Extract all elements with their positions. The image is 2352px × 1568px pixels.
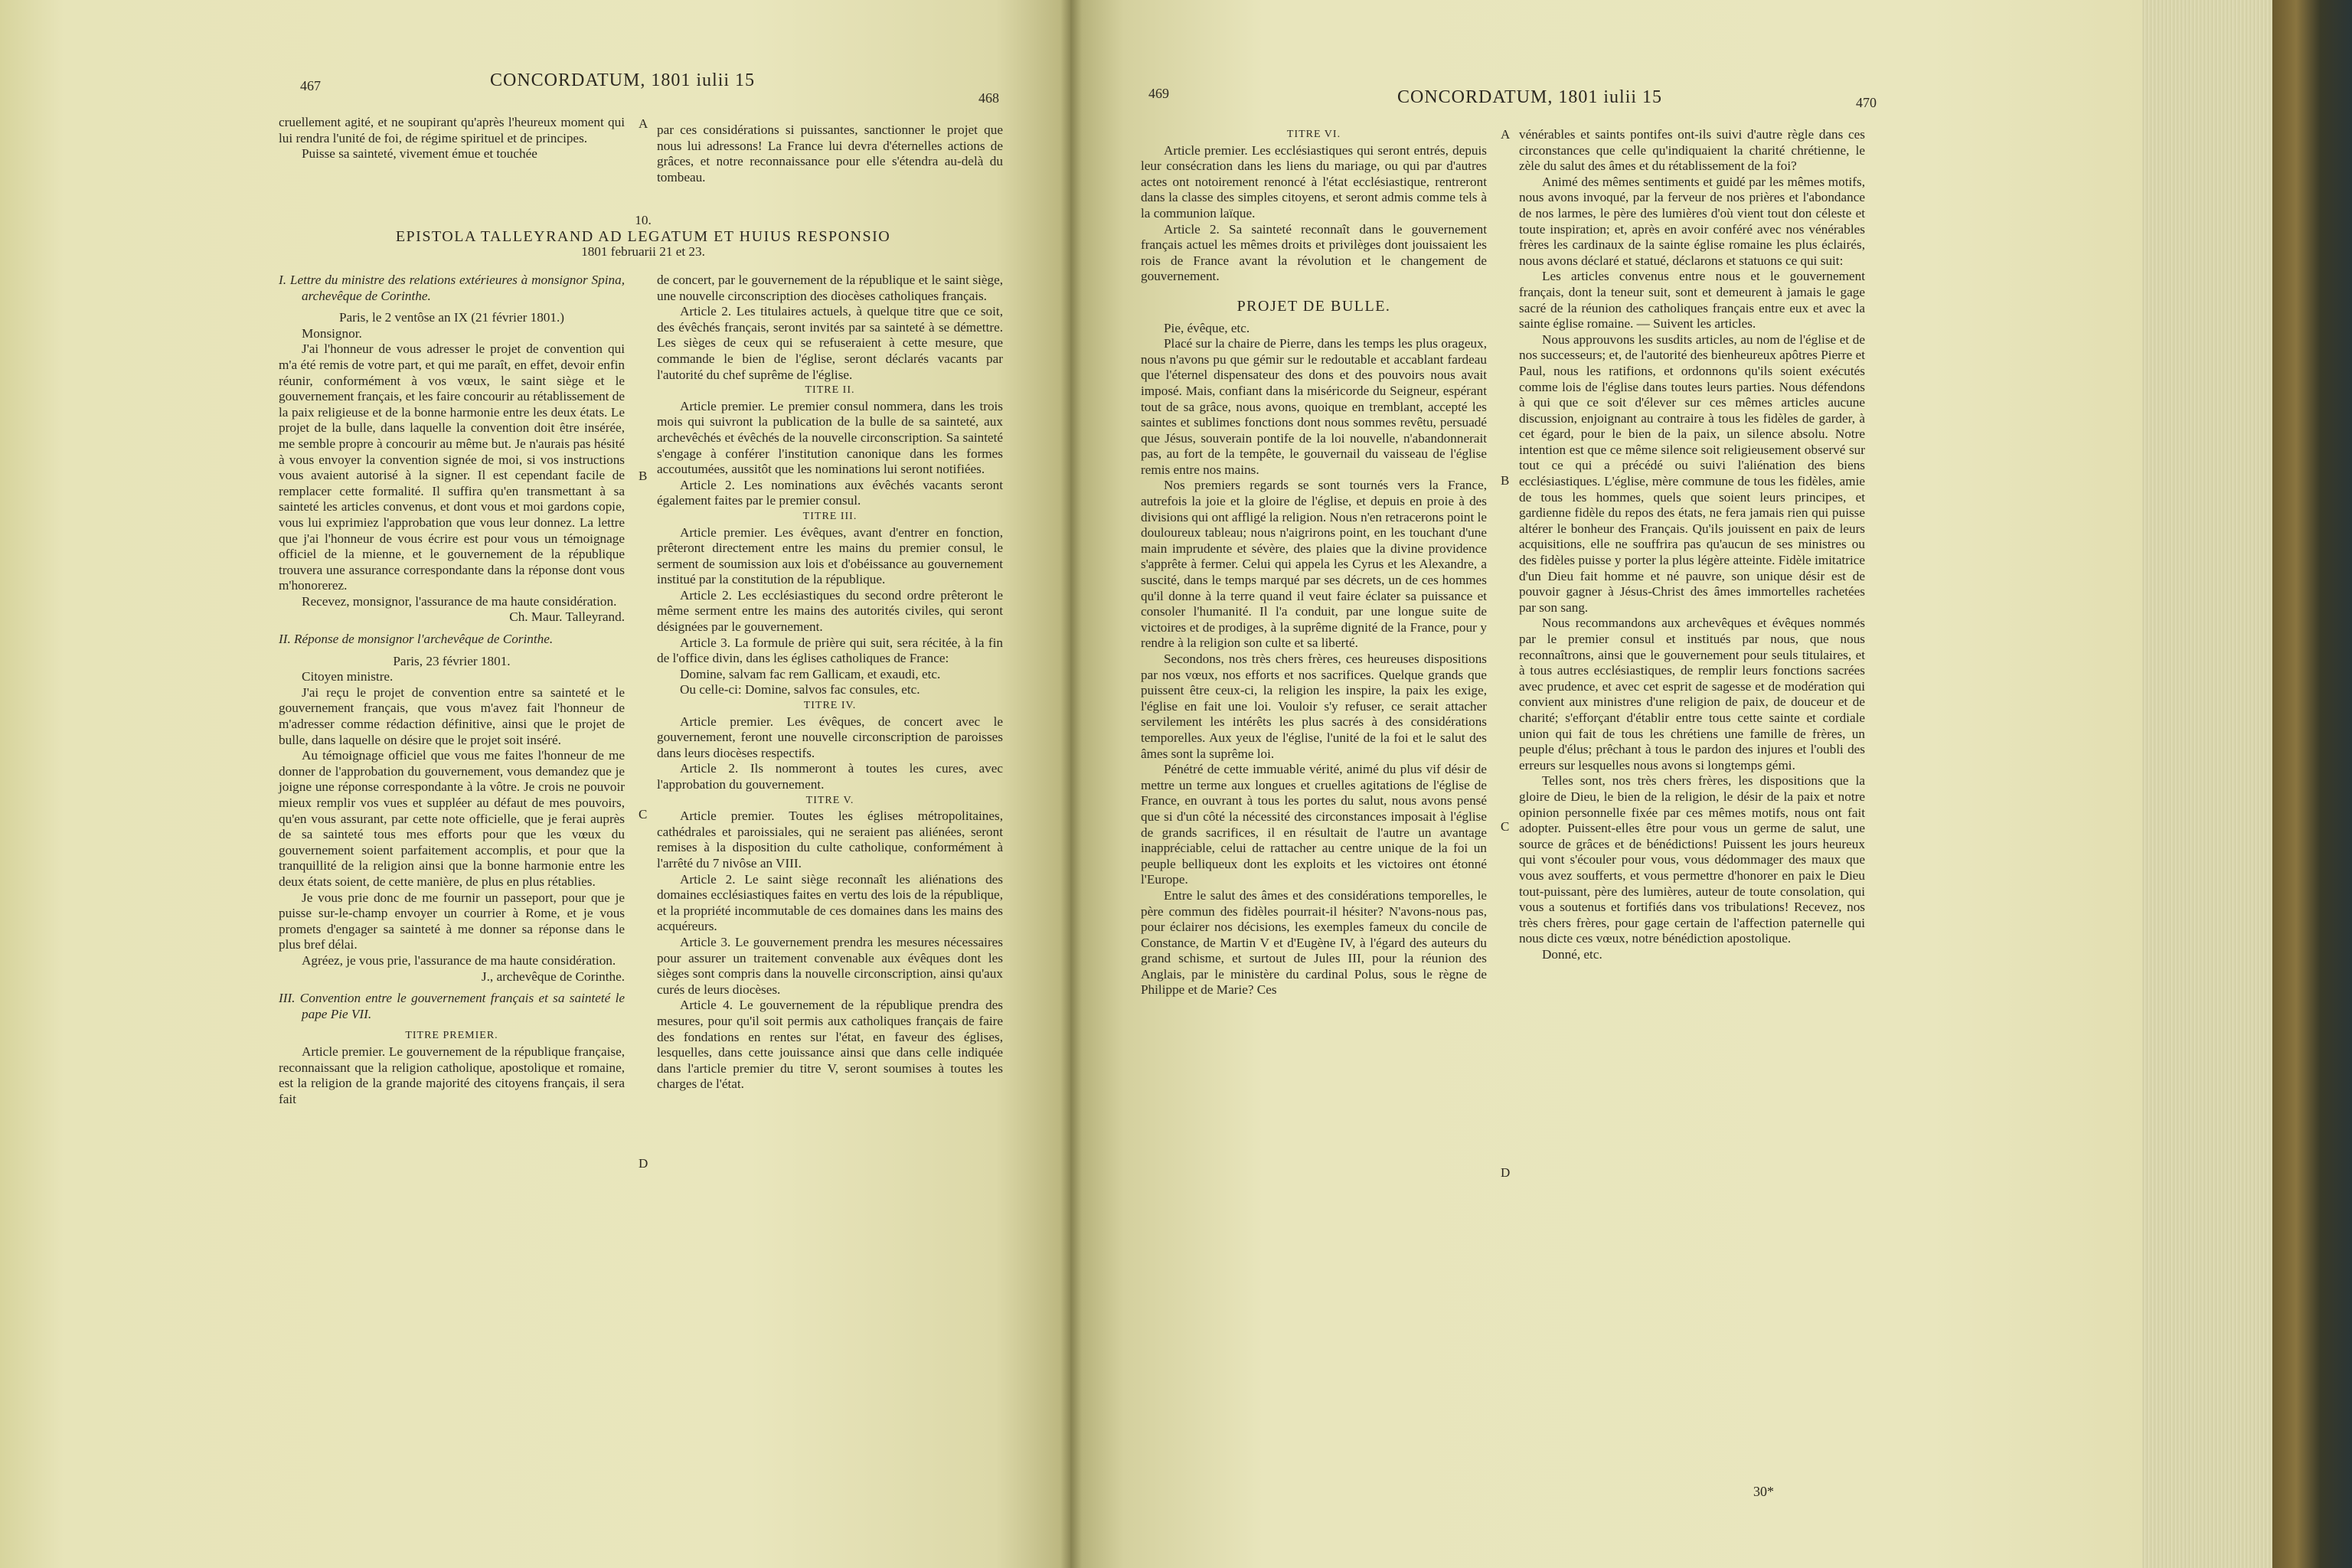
paragraph: par ces considérations si puissantes, sanctionner le projet que nous lui adressons! La France lui devra d'éternelles actions de grâces, et notre reconnaissance pour elle s'étendra au-delà du tombeau. (657, 122, 1003, 185)
prayer-line: Domine, salvam fac rem Gallicam, et exaudi, etc. (680, 666, 941, 681)
page-number-469: 469 (1148, 86, 1169, 101)
margin-mark: C (639, 807, 648, 822)
titre-heading: TITRE V. (805, 794, 854, 806)
paragraph: Article 3. Le gouvernement prendra les mesures nécessaires pour assurer un traitement convenable aux évêques dont les sièges sont compris dans la nouvelle circonscription, ainsi qu'aux curés de leurs diocèses. (657, 934, 1003, 997)
paragraph: Nous approuvons les susdits articles, au nom de l'église et de nos successeurs; et, de l'autorité des bienheureux apôtres Pierre et Paul, nous les ratifions, et ordonnons qu'ils soient exécutés comme lois de l'église dans toutes leurs parties. Nous défendons à qui que ce soit d'élever sur ces mêmes articles aucune discussion, enjoignant au contraire à tous les fidèles de garder, à cet égard, pour le bien de la paix, un silence absolu. Notre intention est que ce même silence soit religieusement observé sur tout ce qui a précédé ou suivi l'aliénation des biens ecclésiastiques. L'église, mère commune de tous les fidèles, amie de tous les hommes, quels que soient leurs principes, et gardienne fidèle du repos des états, ne fera jamais rien qui puisse altérer le bonheur des Français. Qu'ils jouissent en paix de leurs acquisitions, elle ne souffrira pas qu'aucun de ses ministres ou des fidèles puisse y porter la plus légère atteinte. Fidèle imitatrice d'un Dieu fait homme et né pauvre, son unique désir est de pouvoir gagner à Jésus-Christ des âmes immortelles rachetées par son sang. (1519, 332, 1865, 615)
paragraph: Article premier. Le premier consul nommera, dans les trois mois qui suivront la publication de la bulle de sa sainteté, aux archevêchés et évêchés de la nouvelle circonscription. Sa sainteté s'engage à conférer l'institution canonique dans les formes accoutumées, aussitôt que les nominations lui seront notifiées. (657, 398, 1003, 477)
margin-mark: D (639, 1156, 648, 1171)
margin-mark: C (1501, 819, 1510, 834)
paragraph: vénérables et saints pontifes ont-ils suivi d'autre règle dans ces circonstances que celle qu'indiquaient la charité chrétienne, le zèle du salut des âmes et du rétablissement de la foi? (1519, 127, 1865, 174)
letter-heading: I. Lettre du ministre des relations extérieures à monsignor Spina, archevêque de Corinthe. (279, 273, 625, 303)
margin-mark: B (639, 469, 648, 483)
prayer-line: Ou celle-ci: Domine, salvos fac consules, etc. (680, 682, 920, 697)
paragraph: Entre le salut des âmes et des considérations temporelles, le père commun des fidèles pourrait-il hésiter? N'avons-nous pas, pour éclairer nos décisions, les exemples fameux du concile de Constance, de Martin V et d'Eugène IV, à l'égard des auteurs du grand schisme, et surtout de Jules III, pour la réunion des Anglais, par le ministère du cardinal Polus, sous le règne de Philippe et de Marie? Ces (1141, 887, 1487, 998)
paragraph: Agréez, je vous prie, l'assurance de ma haute considération. (302, 952, 616, 968)
titre-heading: TITRE IV. (803, 700, 857, 712)
paragraph: Article premier. Toutes les églises métropolitaines, cathédrales et paroissiales, qui ne seraient pas aliénées, seront remises à la disposition du culte catholique, conformément à l'arrêté du 7 nivôse an VIII. (657, 808, 1003, 871)
paragraph: Pénétré de cette immuable vérité, animé du plus vif désir de mettre un terme aux longues et cruelles agitations de l'église de France, en ouvrant à tous les portes du salut, nous avons pensé que si d'un côté la nécessité des circonstances imposait à l'église de grands sacrifices, il en résultait de l'autre un avantage inappréciable, celui de rattacher au centre unique de la foi un peuple belliqueux dont les exploits et les victoires ont étonné l'Europe. (1141, 762, 1487, 887)
column-467-main (279, 273, 625, 1528)
titre-heading: TITRE II. (805, 384, 855, 397)
paragraph: Les articles convenus entre nous et le gouvernement français, dont la teneur suit, sont et demeurent à jamais le gage sacré de la réunion des catholiques français entre eux et avec la sainte église romaine. — Suivent les articles. (1519, 269, 1865, 332)
page-number-468: 468 (978, 90, 999, 106)
paragraph: Article 2. Sa sainteté reconnaît dans le gouvernement français actuel les mêmes droits et privilèges dont jouissaient les rois de France avant la révolution et le changement de gouvernement. (1141, 221, 1487, 284)
paragraph: Au témoignage officiel que vous me faites l'honneur de me donner de l'approbation du gouvernement, vous demandez que je joigne une réponse correspondante à la vôtre. Je crois ne pouvoir mieux remplir vos vues et suppléer au défaut de mes pouvoirs, qu'en vous assurant, par cette note officielle, que je ferai auprès de sa sainteté tous mes efforts pour que les vœux du gouvernement soient parfaitement accomplis, et pour que la tranquillité de la religion ainsi que la bonne harmonie entre les deux états soient, de cette manière, de plus en plus rétablies. (279, 748, 625, 889)
paragraph: Je vous prie donc de me fournir un passeport, pour que je puisse sur-le-champ envoyer un courrier à Rome, et je vous promets d'engager sa sainteté à me donner sa réponse dans le plus bref délai. (279, 890, 625, 952)
column-470 (1519, 127, 1865, 1429)
titre-heading: TITRE VI. (1286, 129, 1341, 140)
paragraph: Donné, etc. (1542, 946, 1602, 962)
right-page (1070, 0, 2142, 1568)
paragraph: Article premier. Le gouvernement de la république française, reconnaissant que la religion catholique, apostolique et romaine, est la religion de la grande majorité des citoyens français, il sera fait (279, 1044, 625, 1106)
paragraph: Placé sur la chaire de Pierre, dans les temps les plus orageux, nous n'avons pu que gémir sur le redoutable et accablant fardeau que l'éternel dispensateur des dons et des pouvoirs nous avait imposé. Mais, confiant dans la miséricorde du Seigneur, espérant tout de sa grâce, nous avons, quoique en tremblant, accepté les saintes et sublimes fonctions dont nous sommes revêtu, persuadé que Jésus, souverain pontife de la loi nouvelle, n'abandonnerait pas, au fort de la tempête, le gouvernail du vaisseau de l'église remis entre nos mains. (1141, 336, 1487, 477)
paragraph: Article 2. Les titulaires actuels, à quelque titre que ce soit, des évêchés français, seront invités par sa sainteté à se démettre. Les sièges de ceux qui se refuseraient à cette mesure, que commande le bien de l'église, seront déclarés vacants par l'autorité du chef suprême de l'église. (657, 304, 1003, 382)
margin-mark: D (1501, 1165, 1511, 1180)
paragraph: Article 2. Les ecclésiastiques du second ordre prêteront le même serment entre les mains des autorités civiles, qui seront désignées par le gouvernement. (657, 587, 1003, 635)
page-edges (2142, 0, 2272, 1568)
paragraph: Article premier. Les évêques, avant d'entrer en fonction, prêteront directement entre les mains du premier consul, le serment de soumission aux lois et d'obéissance au gouvernement institué par la constitution de la république. (657, 524, 1003, 587)
running-title-right: CONCORDATUM, 1801 iulii 15 (1397, 87, 1663, 107)
paragraph: J'ai l'honneur de vous adresser le projet de convention qui m'a été remis de votre part, et qui me paraît, en effet, devoir enfin réunir, conformément à vos vœux, le saint siège et le gouvernement français, et les faire concourir au rétablissement de la paix religieuse et de la bonne harmonie entre les deux états. Le projet de la bulle, dans laquelle la convention doit être insérée, me semble propre à concourir au même but. Je n'aurais pas hésité à vous envoyer la convention signée de moi, si vos instructions vous avaient autorisé à la signer. Il est cependant facile de remplacer cette formalité. Il suffira qu'en transmettant à sa sainteté les articles convenus, et dont vous et moi gardons copie, vous lui exprimiez l'approbation que vous leur donnez. La lettre que j'ai l'honneur de vous écrire est pour vous un témoignage officiel de la mienne, et le gouvernement de la république trouvera une assurance correspondante dans la réponse dont vous m'honorerez. (279, 341, 625, 593)
paragraph: Puisse sa sainteté, vivement émue et touchée (302, 146, 537, 162)
salutation: Citoyen ministre. (302, 669, 394, 684)
section-date: 1801 februarii 21 et 23. (581, 244, 705, 260)
paragraph: Article 2. Les nominations aux évêchés vacants seront également faites par le premier consul. (657, 477, 1003, 508)
section-heading (276, 213, 1011, 260)
column-467 (279, 115, 625, 162)
page-number-470: 470 (1856, 95, 1877, 110)
paragraph: Article premier. Les évêques, de concert avec le gouvernement, feront une nouvelle circonscription de paroisses dans leurs diocèses respectifs. (657, 714, 1003, 760)
paragraph: Pie, évêque, etc. (1164, 320, 1250, 335)
margin-mark: B (1501, 473, 1510, 488)
margin-mark: A (1501, 127, 1511, 142)
letter-place-date: Paris, 23 février 1801. (393, 653, 511, 668)
paragraph: Animé des mêmes sentiments et guidé par les mêmes motifs, nous avons invoqué, par la ferveur de nos prières et l'abondance de nos larmes, le père des lumières d'où vient tout don céleste et toute inspiration; et, après en avoir conféré avec nos vénérables frères les cardinaux de la sainte église romaine les plus éclairés, nous avons déclaré et statué, déclarons et statuons ce qui suit: (1519, 174, 1865, 268)
paragraph: Article 4. Le gouvernement de la république prendra des mesures, pour qu'il soit permis aux catholiques français de faire des fondations en rentes sur l'état, en faveur des églises, lesquelles, dans cette jouissance ainsi que dans celle indiquée dans l'article premier du titre V, seront soumises à toutes les charges de l'état. (657, 998, 1003, 1092)
paragraph: Nos premiers regards se sont tournés vers la France, autrefois la joie et la gloire de l'église, et depuis en proie à des divisions qui ont affligé la religion. Nous n'en retracerons point le douloureux tableau; nous n'aigrirons point, en les touchant d'une main imprudente et sévère, des plaies que la divine providence s'apprête à fermer. Celui qui appela les Cyrus et les Alexandre, a suscité, dans le temps marqué par ses décrets, un de ces hommes qu'il donne à la terre quand il veut faire éclater sa puissance et consoler l'humanité. Il l'a conduit, par une longue suite de victoires et de prodiges, à la suprême dignité de la France, pour y rendre à la religion son culte et sa liberté. (1141, 478, 1487, 651)
letter-place-date: Paris, le 2 ventôse an IX (21 février 1801.) (338, 310, 564, 325)
section-number: 10. (635, 213, 652, 227)
signature: Ch. Maur. Talleyrand. (509, 609, 625, 625)
paragraph: Article 2. Ils nommeront à toutes les cures, avec l'approbation du gouvernement. (657, 761, 1003, 792)
running-title-left: CONCORDATUM, 1801 iulii 15 (490, 70, 756, 90)
paragraph: Article 2. Le saint siège reconnaît les aliénations des domaines ecclésiastiques faites en vertu des lois de la république, et la propriété incommutable de ces domaines dans les mains des acquéreurs. (657, 871, 1003, 934)
signature: J., archevêque de Corinthe. (481, 969, 625, 984)
paragraph: Secondons, nos très chers frères, ces heureuses dispositions par nos vœux, nos efforts et nos sacrifices. Quelque grands que puissent être ceux-ci, la religion les inspire, la paix les exige, l'église en fait une loi. Vouloir s'y refuser, ce serait attacher servilement les intérêts les plus sacrés à des considérations temporelles. Aux yeux de l'église, l'unité de la foi et le salut des âmes sont la suprême loi. (1141, 652, 1487, 761)
paragraph: Telles sont, nos très chers frères, les dispositions que la gloire de Dieu, le bien de la religion, le désir de la paix et notre opinion personnelle fixée par ces mêmes motifs, nous ont fait adopter. Puissent-elles être pour vous un germe de salut, une source de grâces et de bénédictions! Puissent les jours heureux qui vont s'écouler pour vous, vous dédommager des maux que vous avez soufferts, et vous permettre d'honorer en paix le Dieu tout-puissant, père des lumières, auteur de toute consolation, qui vous a soutenus et fortifiés dans vos tribulations! Recevez, nos très chers frères, pour gage certain de l'affection paternelle qui nous dicte ces vœux, notre bénédiction apostolique. (1519, 773, 1865, 946)
column-468-top (657, 122, 1003, 185)
titre-heading: TITRE PREMIER. (405, 1030, 498, 1042)
book-cover (2272, 0, 2352, 1568)
section-title: EPISTOLA TALLEYRAND AD LEGATUM ET HUIUS RESPONSIO (395, 227, 891, 245)
column-469 (1141, 127, 1487, 1429)
paragraph: Article premier. Les ecclésiastiques qui seront entrés, depuis leur consécration dans les liens du mariage, ou qui par d'autres actes ont notoirement renoncé à l'état ecclésiastique, rentreront dans la classe des simples citoyens, et seront admis comme tels à la communion laïque. (1141, 142, 1487, 220)
left-page (0, 0, 1070, 1568)
letter-heading: III. Convention entre le gouvernement français et sa sainteté le pape Pie VII. (279, 991, 625, 1021)
paragraph: Recevez, monsignor, l'assurance de ma haute considération. (302, 593, 617, 609)
letter-heading: II. Réponse de monsignor l'archevêque de Corinthe. (279, 632, 554, 647)
page-number-467: 467 (300, 78, 321, 93)
titre-heading: TITRE III. (802, 510, 858, 522)
paragraph: Article 3. La formule de prière qui suit, sera récitée, à la fin de l'office divin, dans les églises catholiques de France: (657, 635, 1003, 666)
signature-mark: 30* (1753, 1484, 1774, 1499)
paragraph: de concert, par le gouvernement de la république et le saint siège, une nouvelle circonscription des diocèses catholiques français. (657, 273, 1003, 303)
book-gutter (1060, 0, 1082, 1568)
paragraph: Nous recommandons aux archevêques et évêques nommés par le premier consul et institués par nous, que nous reconnaîtrons, ainsi que le gouvernement pour seuls titulaires, et à tous autres ecclésiastiques, de remplir leurs fonctions sacrées avec prudence, et avec cet esprit de sagesse et de modération qui convient aux ministres d'une religion de paix, de douceur et de charité; s'efforçant d'établir entre tous cette sainte et cordiale union qui fait de tous les chrétiens une famille de frères, un peuple d'élus; prêchant à tous le pardon des injures et l'oubli des erreurs sur lesquelles nous avons si longtemps gémi. (1519, 616, 1865, 773)
column-468-main (657, 273, 1003, 1528)
margin-mark: A (639, 116, 648, 131)
projet-heading: PROJET DE BULLE. (1236, 297, 1391, 315)
paragraph: J'ai reçu le projet de convention entre sa sainteté et le gouvernement français, que vous m'avez fait l'honneur de m'adresser comme rédaction définitive, ainsi que le projet de bulle, dans laquelle on désire que le projet soit inséré. (279, 684, 625, 747)
salutation: Monsignor. (302, 325, 362, 341)
paragraph: cruellement agité, et ne soupirant qu'après l'heureux moment qui lui rendra l'unité de foi, de régime spirituel et de principes. (279, 115, 625, 145)
